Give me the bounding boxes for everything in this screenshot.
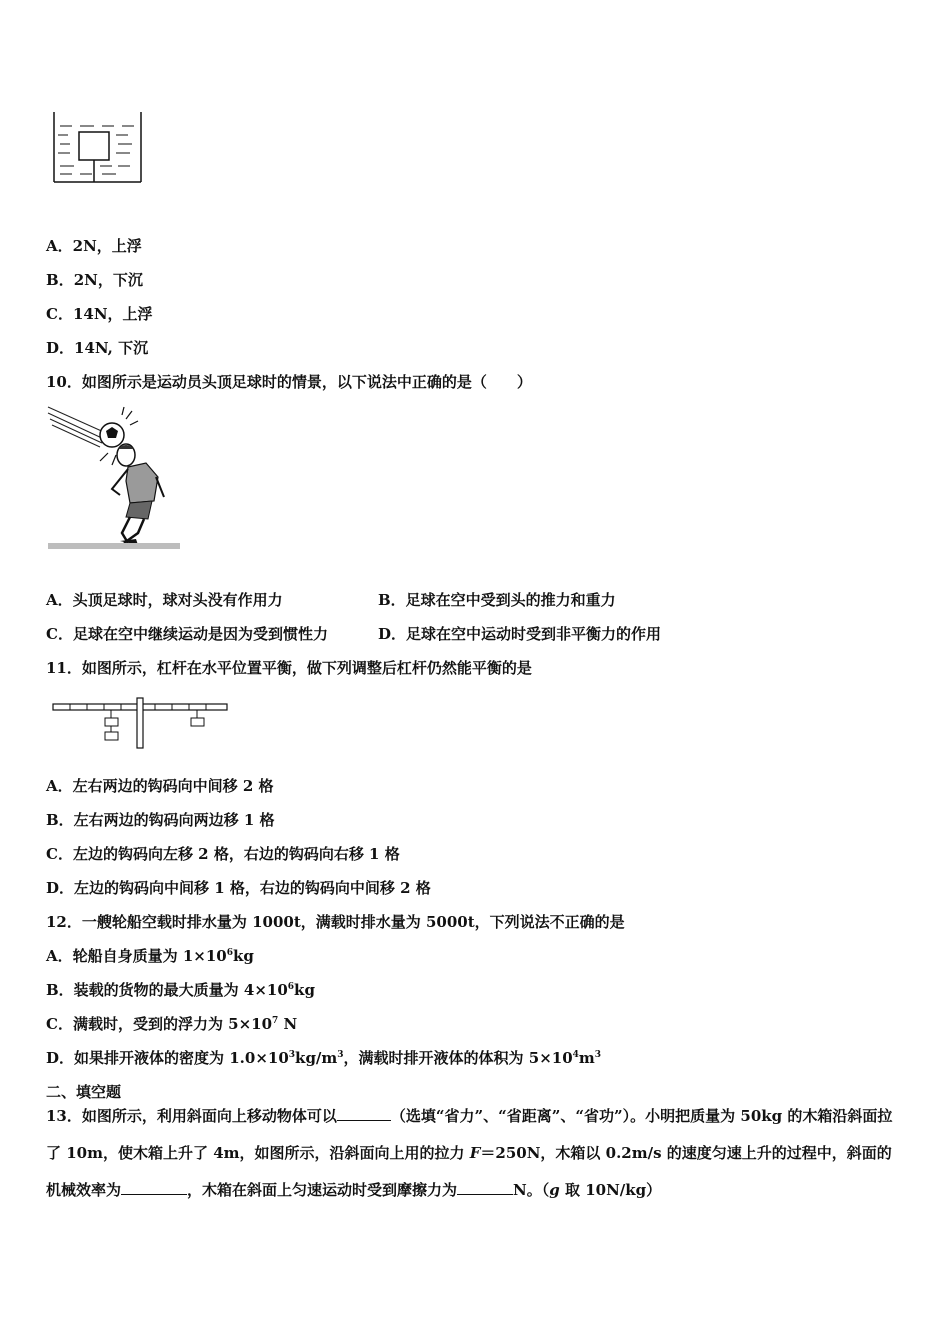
q12-option-b[interactable]: B．装载的货物的最大质量为 $4\times 10^6kg$ bbox=[46, 981, 315, 999]
q9-option-d[interactable]: D．14N, 下沉 bbox=[46, 339, 149, 357]
q9-option-b[interactable]: B．2N，下沉 bbox=[46, 271, 143, 289]
q9-option-a[interactable]: A．2N，上浮 bbox=[46, 237, 142, 255]
q10-option-d[interactable]: D．足球在空中运动时受到非平衡力的作用 bbox=[378, 625, 662, 643]
q11-option-b[interactable]: B．左右两边的钩码向两边移 1 格 bbox=[46, 811, 275, 829]
q12-option-d[interactable]: D．如果排开液体的密度为 $1.0\times 10^3kg/m^3$，满载时排开液体的体积为 $5\times 10^4m^3$ bbox=[46, 1049, 602, 1067]
q12-option-c[interactable]: C．满载时，受到的浮力为 $5\times 10^7$ N bbox=[46, 1015, 298, 1033]
section-title: 二、填空题 bbox=[46, 1083, 122, 1101]
q13-blank-2[interactable] bbox=[121, 1180, 187, 1195]
q11-option-d[interactable]: D．左边的钩码向中间移 1 格，右边的钩码向中间移 2 格 bbox=[46, 879, 431, 897]
q10-option-b[interactable]: B．足球在空中受到头的推力和重力 bbox=[378, 591, 616, 609]
water-tank-figure bbox=[50, 108, 145, 188]
q13-blank-3[interactable] bbox=[457, 1180, 513, 1195]
q10-stem: 10．如图所示是运动员头顶足球时的情景，以下说法中正确的是（ ） bbox=[46, 373, 532, 391]
q11-option-c[interactable]: C．左边的钩码向左移 2 格，右边的钩码向右移 1 格 bbox=[46, 845, 400, 863]
q13-blank-1[interactable] bbox=[337, 1106, 391, 1121]
header-ball-figure bbox=[46, 405, 186, 555]
lever-figure bbox=[50, 696, 235, 751]
q12-option-a[interactable]: A．轮船自身质量为 $1\times 10^6kg$ bbox=[46, 947, 254, 965]
q12-stem: 12．一艘轮船空载时排水量为 1000t，满载时排水量为 5000t，下列说法不正确的是 bbox=[46, 913, 625, 931]
q9-option-c[interactable]: C．14N，上浮 bbox=[46, 305, 153, 323]
q11-stem: 11．如图所示，杠杆在水平位置平衡，做下列调整后杠杆仍然能平衡的是 bbox=[46, 659, 532, 677]
q10-option-a[interactable]: A．头顶足球时，球对头没有作用力 bbox=[46, 591, 283, 609]
q13-text: 13．如图所示，利用斜面向上移动物体可以 （选填“省力”、“省距离”、“省功”）。小明把质量为 50kg 的木箱沿斜面拉了 10m，使木箱上升了 4m，如图所示，沿斜面向上用的拉力 F＝250N，木箱以 0.2m/s 的速度匀速上升的过程中，斜面的机械效率为 ，木箱在斜面上匀速运动时受到摩擦力为 N。（g 取 10N/kg） bbox=[46, 1107, 893, 1199]
q11-option-a[interactable]: A．左右两边的钩码向中间移 2 格 bbox=[46, 777, 274, 795]
q10-option-c[interactable]: C．足球在空中继续运动是因为受到惯性力 bbox=[46, 625, 328, 643]
